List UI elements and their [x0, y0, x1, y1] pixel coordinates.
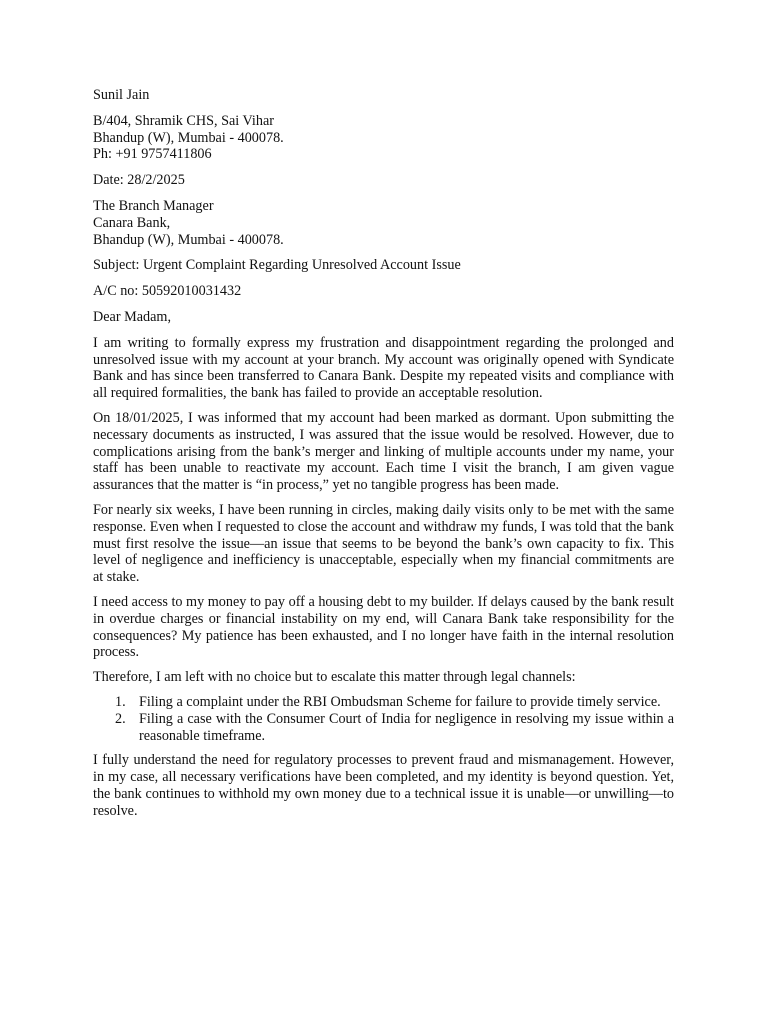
paragraph-2: On 18/01/2025, I was informed that my account had been marked as dormant. Upon submitting the necessary documents as instructed, I was assured that the issue would be resolved. However, due to complications arising from the bank’s merger and linking of multiple accounts under my name, your staff has been unable to reactivate my account. Each time I visit the branch, I am given vague assurances that the matter is “in process,” yet no tangible progress has been made. — [93, 409, 674, 494]
list-item-number: 2. — [115, 710, 126, 727]
sender-address-line1: B/404, Shramik CHS, Sai Vihar — [93, 112, 274, 129]
list-item-number: 1. — [115, 693, 126, 710]
letter-date: Date: 28/2/2025 — [93, 172, 185, 189]
paragraph-1: I am writing to formally express my frustration and disappointment regarding the prolonged and unresolved issue with my account at your branch. My account was originally opened with Syndicate Bank and has since been transferred to Canara Bank. Despite my repeated visits and compliance with all required formalities, the bank has failed to provide an acceptable resolution. — [93, 334, 674, 402]
remedies-list — [93, 694, 674, 744]
sender-name: Sunil Jain — [93, 87, 150, 103]
sender-phone: Ph: +91 9757411806 — [93, 146, 212, 163]
recipient-bank: Canara Bank, — [93, 214, 171, 231]
recipient-address — [93, 198, 674, 248]
recipient-location: Bhandup (W), Mumbai - 400078. — [93, 231, 284, 248]
sender-address-line2: Bhandup (W), Mumbai - 400078. — [93, 129, 284, 146]
list-item-text: Filing a complaint under the RBI Ombudsman Scheme for failure to provide timely service. — [139, 693, 661, 710]
list-item — [115, 710, 674, 745]
sender-address — [93, 113, 674, 163]
recipient-title: The Branch Manager — [93, 197, 214, 214]
list-item-text: Filing a case with the Consumer Court of India for negligence in resolving my issue within a reasonable timeframe. — [139, 710, 674, 744]
salutation: Dear Madam, — [93, 308, 171, 325]
subject-line: Subject: Urgent Complaint Regarding Unresolved Account Issue — [93, 257, 461, 274]
paragraph-4: I need access to my money to pay off a housing debt to my builder. If delays caused by the bank result in overdue charges or financial instability on my end, will Canara Bank take responsibility for the consequences? My patience has been exhausted, and I no longer have faith in the internal resolution process. — [93, 593, 674, 661]
account-number: A/C no: 50592010031432 — [93, 283, 242, 300]
closing-paragraph: I fully understand the need for regulatory processes to prevent fraud and mismanagement. However, in my case, all necessary verifications have been completed, and my identity is beyond question. Yet, the bank continues to withhold my own money due to a technical issue it is unable—or unwilling—to resolve. — [93, 752, 674, 819]
letter-body — [93, 87, 674, 819]
list-item — [115, 693, 674, 711]
paragraph-3: For nearly six weeks, I have been running in circles, making daily visits only to be met with the same response. Even when I requested to close the account and withdraw my funds, I was told that the bank must first resolve the issue—an issue that seems to be beyond the bank’s own capacity to fix. This level of negligence and inefficiency is unacceptable, especially when my financial commitments are at stake. — [93, 501, 674, 586]
paragraph-5: Therefore, I am left with no choice but to escalate this matter through legal channels: — [93, 669, 576, 686]
